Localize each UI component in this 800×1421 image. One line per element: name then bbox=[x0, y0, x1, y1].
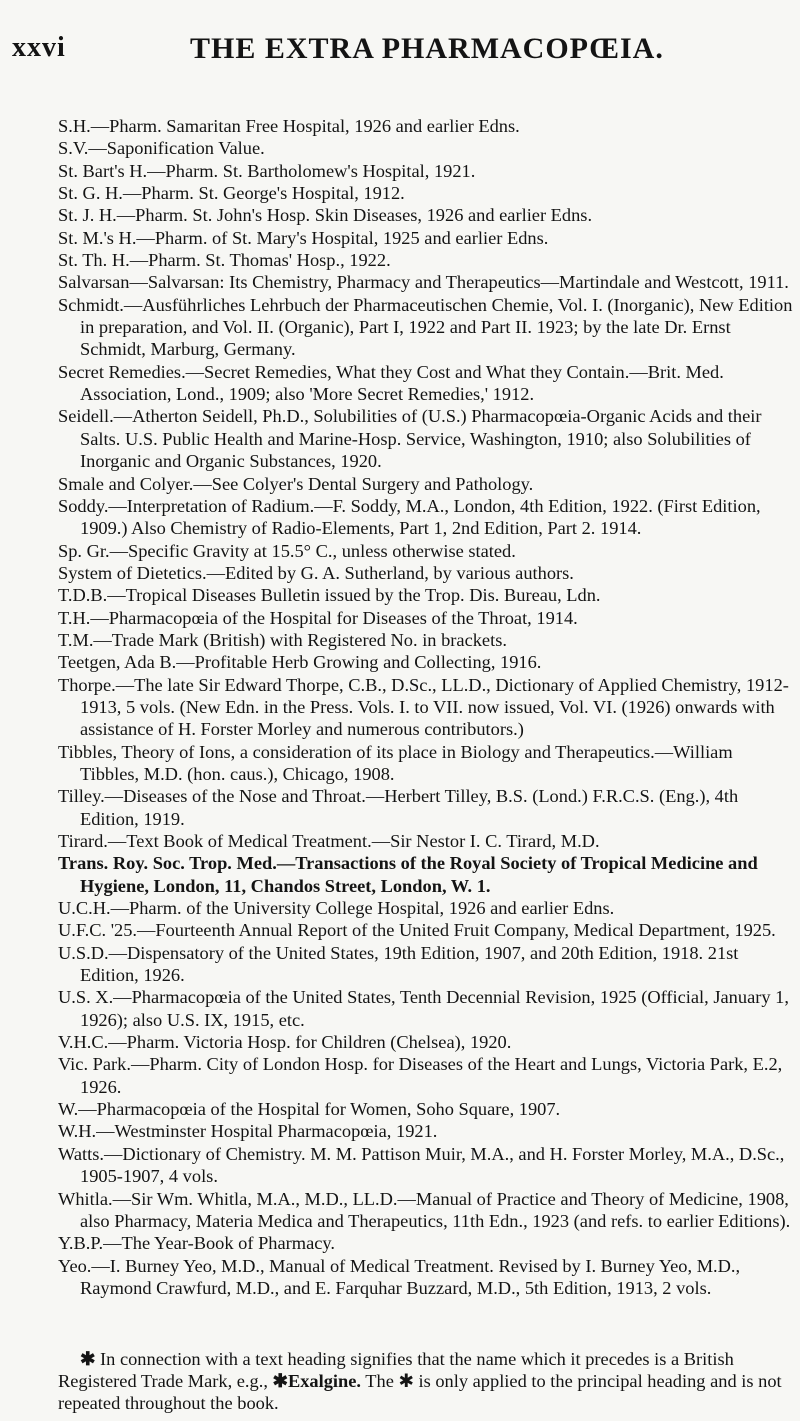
reference-entry: U.C.H.—Pharm. of the University College Hospital, 1926 and earlier Edns. bbox=[58, 898, 615, 919]
page-number: xxvi bbox=[12, 32, 66, 63]
reference-entry: Y.B.P.—The Year-Book of Pharmacy. bbox=[58, 1233, 336, 1254]
reference-entry: St. J. H.—Pharm. St. John's Hosp. Skin Diseases, 1926 and earlier Edns. bbox=[58, 205, 593, 226]
reference-entry: Soddy.—Interpretation of Radium.—F. Soddy, M.A., London, 4th Edition, 1922. (First Edition, 1909.) Also Chemistry of Radio-Elements, Part 1, 2nd Edition, Part 2. 1914. bbox=[58, 495, 761, 539]
reference-entry: St. Bart's H.—Pharm. St. Bartholomew's Hospital, 1921. bbox=[58, 160, 476, 181]
reference-entry: Tilley.—Diseases of the Nose and Throat.—Herbert Tilley, B.S. (Lond.) F.R.C.S. (Eng.), 4th Edition, 1919. bbox=[58, 786, 739, 829]
reference-entry: St. G. H.—Pharm. St. George's Hospital, 1912. bbox=[58, 183, 405, 204]
reference-entry: T.D.B.—Tropical Diseases Bulletin issued by the Trop. Dis. Bureau, Ldn. bbox=[58, 585, 601, 606]
reference-entry: Thorpe.—The late Sir Edward Thorpe, C.B., D.Sc., LL.D., Dictionary of Applied Chemistry, 1912-1913, 5 vols. (New Edn. in the Press. Vols. I. to VII. now issued, Vol. VI. (1926) onwards with assistance of H. Forster Morley and numerous contributors.) bbox=[58, 674, 789, 740]
reference-entry: St. Th. H.—Pharm. St. Thomas' Hosp., 1922. bbox=[58, 250, 391, 271]
reference-entry: U.S. X.—Pharmacopœia of the United States, Tenth Decennial Revision, 1925 (Official, January 1, 1926); also U.S. IX, 1915, etc. bbox=[58, 987, 789, 1030]
reference-entry: System of Dietetics.—Edited by G. A. Sutherland, by various authors. bbox=[58, 562, 574, 583]
reference-entry: Smale and Colyer.—See Colyer's Dental Surgery and Pathology. bbox=[58, 473, 534, 494]
reference-entry: Whitla.—Sir Wm. Whitla, M.A., M.D., LL.D.—Manual of Practice and Theory of Medicine, 1908, also Pharmacy, Materia Medica and Therapeutics, 11th Edn., 1923 (and refs. to earlier Editions). bbox=[58, 1188, 791, 1231]
reference-entry: Teetgen, Ada B.—Profitable Herb Growing and Collecting, 1916. bbox=[58, 652, 542, 673]
reference-entry: U.S.D.—Dispensatory of the United States, 19th Edition, 1907, and 20th Edition, 1918. 21st Edition, 1926. bbox=[58, 942, 739, 986]
reference-entry: Schmidt.—Ausführliches Lehrbuch der Pharmaceutischen Chemie, Vol. I. (Inorganic), New Edition in preparation, and Vol. II. (Organic), Part I, 1922 and Part II. 1923; by the late Dr. Ernst Schmidt, Marburg, Germany. bbox=[58, 294, 793, 360]
page-header bbox=[0, 32, 800, 72]
reference-entry: Vic. Park.—Pharm. City of London Hosp. for Diseases of the Heart and Lungs, Victoria Park, E.2, 1926. bbox=[58, 1054, 783, 1097]
reference-entry: T.H.—Pharmacopœia of the Hospital for Diseases of the Throat, 1914. bbox=[58, 607, 578, 628]
reference-entry: Watts.—Dictionary of Chemistry. M. M. Pattison Muir, M.A., and H. Forster Morley, M.A., D.Sc., 1905-1907, 4 vols. bbox=[58, 1143, 785, 1187]
abbreviation-list bbox=[58, 115, 793, 1299]
reference-entry: Sp. Gr.—Specific Gravity at 15.5° C., unless otherwise stated. bbox=[58, 540, 516, 561]
trade-mark-symbol: ✱ bbox=[80, 1349, 96, 1369]
reference-entry: V.H.C.—Pharm. Victoria Hosp. for Children (Chelsea), 1920. bbox=[58, 1032, 512, 1053]
footnote-text-before: In connection with a text heading signifies that the name which it precedes is a British Registered Trade Mark, e.g., bbox=[58, 1349, 734, 1391]
reference-entry: S.V.—Saponification Value. bbox=[58, 138, 265, 159]
footnote-example: ✱Exalgine. bbox=[272, 1371, 362, 1391]
reference-entry: Yeo.—I. Burney Yeo, M.D., Manual of Medical Treatment. Revised by I. Burney Yeo, M.D., Raymond Crawfurd, M.D., and E. Farquhar Buzzard, M.D., 5th Edition, 1913, 2 vols. bbox=[58, 1255, 741, 1298]
reference-entry: U.F.C. '25.—Fourteenth Annual Report of the United Fruit Company, Medical Department, 1925. bbox=[58, 920, 776, 941]
reference-entry: T.M.—Trade Mark (British) with Registered No. in brackets. bbox=[58, 629, 507, 650]
reference-entry: St. M.'s H.—Pharm. of St. Mary's Hospital, 1925 and earlier Edns. bbox=[58, 227, 549, 248]
reference-entry: W.—Pharmacopœia of the Hospital for Women, Soho Square, 1907. bbox=[58, 1099, 561, 1120]
reference-entry: Secret Remedies.—Secret Remedies, What they Cost and What they Contain.—Brit. Med. Association, Lond., 1909; also 'More Secret Remedies,' 1912. bbox=[58, 361, 724, 405]
reference-entry: Tibbles, Theory of Ions, a consideration of its place in Biology and Therapeutics.—William Tibbles, M.D. (hon. caus.), Chicago, 1908. bbox=[58, 741, 733, 784]
reference-entry: Salvarsan—Salvarsan: Its Chemistry, Pharmacy and Therapeutics—Martindale and Westcott, 1911. bbox=[58, 272, 789, 293]
trade-mark-footnote bbox=[58, 1348, 793, 1414]
reference-entry: Seidell.—Atherton Seidell, Ph.D., Solubilities of (U.S.) Pharmacopœia-Organic Acids and their Salts. U.S. Public Health and Marine-Hosp. Service, Washington, 1910; also Solubilities of Inorganic and Organic Substances, 1920. bbox=[58, 406, 762, 472]
reference-entry: Trans. Roy. Soc. Trop. Med.—Transactions of the Royal Society of Tropical Medicine and Hygiene, London, 11, Chandos Street, London, W. 1. bbox=[58, 853, 758, 896]
reference-entry: W.H.—Westminster Hospital Pharmacopœia, 1921. bbox=[58, 1121, 438, 1142]
footnote-text-after: The ✱ is only applied to the principal heading and is not repeated throughout the book. bbox=[58, 1371, 782, 1413]
running-title: THE EXTRA PHARMACOPŒIA. bbox=[190, 32, 664, 65]
reference-entry: Tirard.—Text Book of Medical Treatment.—Sir Nestor I. C. Tirard, M.D. bbox=[58, 831, 600, 851]
reference-entry: S.H.—Pharm. Samaritan Free Hospital, 1926 and earlier Edns. bbox=[58, 116, 520, 136]
